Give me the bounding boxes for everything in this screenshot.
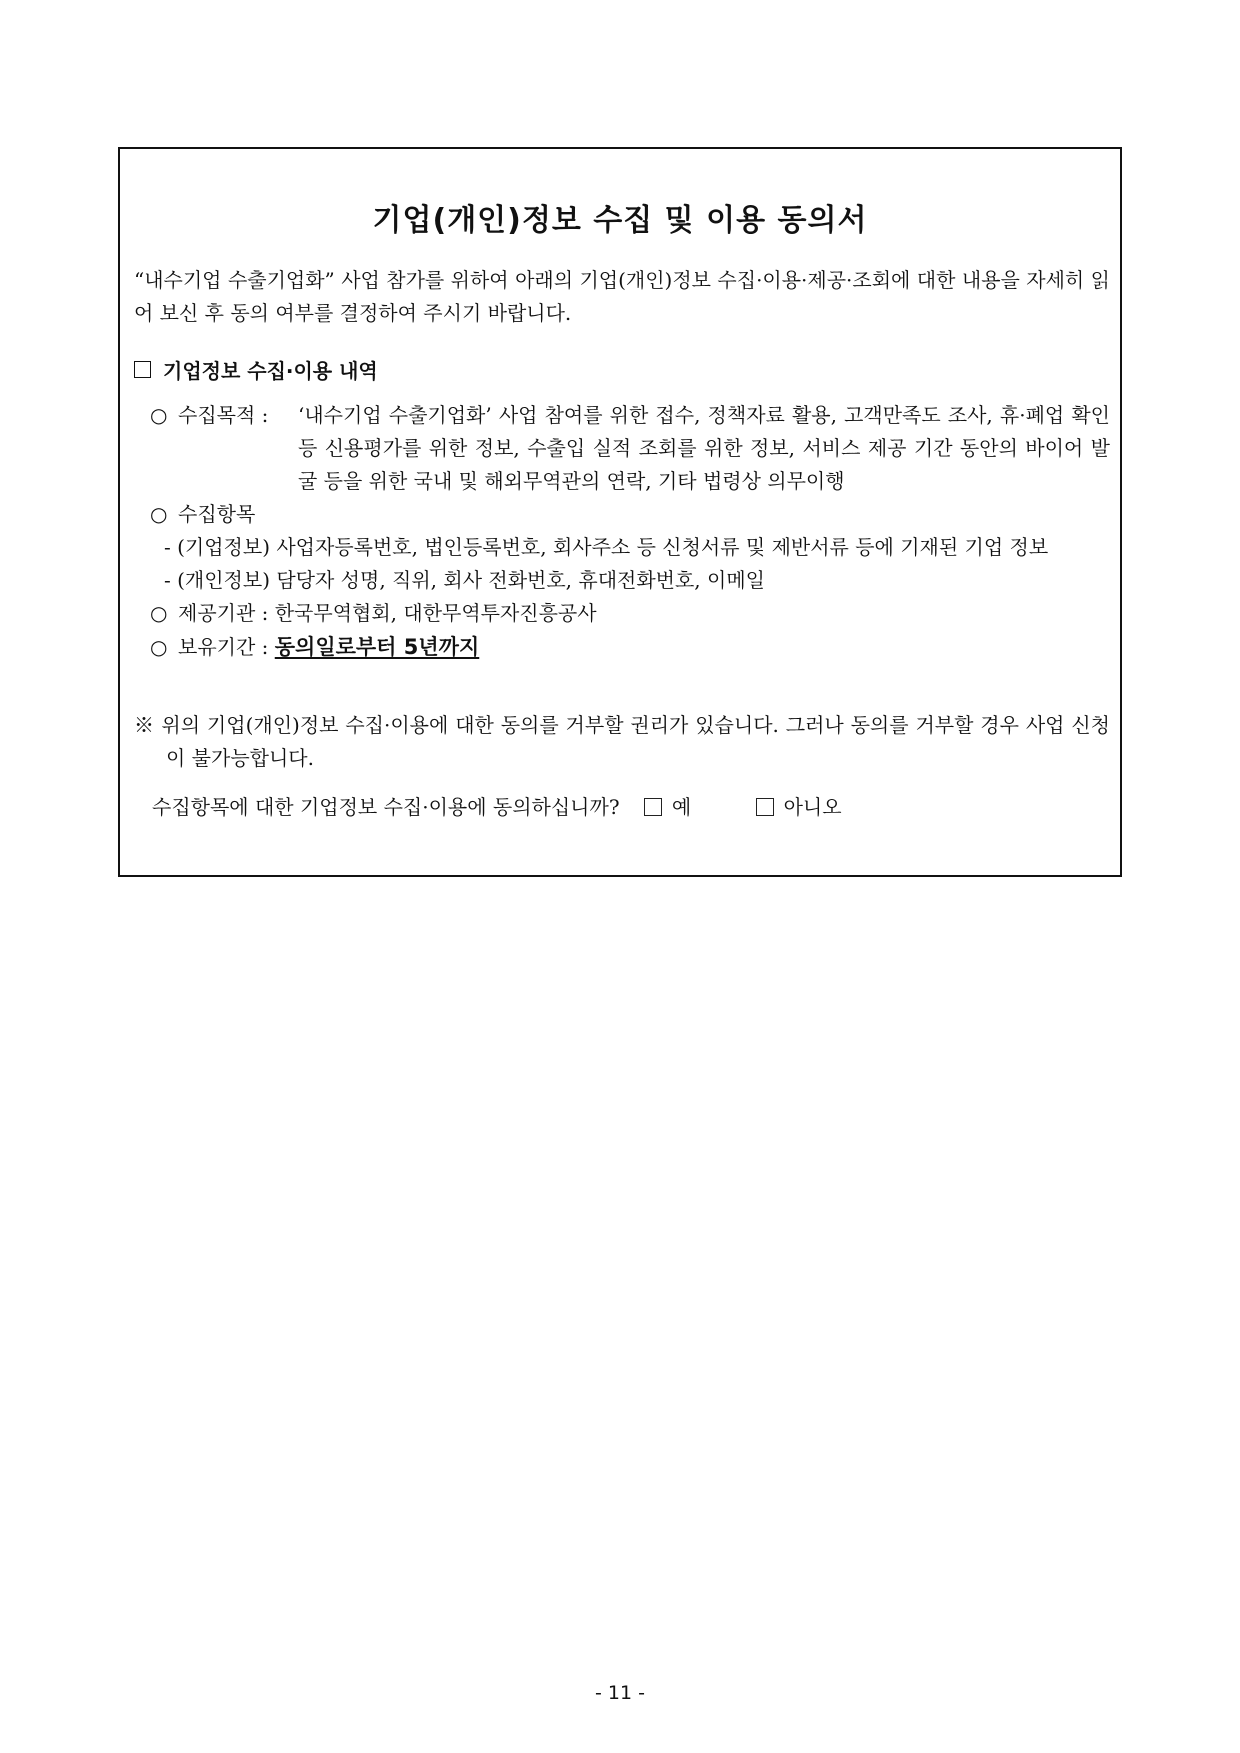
retention-label: 보유기간 : <box>178 635 269 659</box>
square-bullet-icon <box>134 361 151 378</box>
section-heading <box>134 355 378 384</box>
corporate-info-item: - (기업정보) 사업자등록번호, 법인등록번호, 회사주소 등 신청서류 및 제반서류 등에 기재된 기업 정보 <box>164 535 1049 559</box>
purpose-label: 수집목적 : <box>178 403 269 427</box>
yes-label: 예 <box>671 795 692 819</box>
circle-bullet-icon: ○ <box>150 403 168 427</box>
purpose-label-row <box>150 399 268 432</box>
items-label: 수집항목 <box>178 502 256 526</box>
retention-value: 동의일로부터 5년까지 <box>274 635 480 659</box>
consent-form-box <box>118 147 1122 877</box>
provider-row <box>150 597 597 630</box>
document-title: 기업(개인)정보 수집 및 이용 동의서 <box>372 203 868 238</box>
circle-bullet-icon: ○ <box>150 502 168 526</box>
section-heading-text: 기업정보 수집·이용 내역 <box>163 359 378 383</box>
consent-yes-option[interactable] <box>644 791 691 824</box>
circle-bullet-icon: ○ <box>150 601 168 625</box>
no-label: 아니오 <box>783 795 842 819</box>
personal-info-item: - (개인정보) 담당자 성명, 직위, 회사 전화번호, 휴대전화번호, 이메일 <box>164 568 765 592</box>
items-row <box>150 498 255 531</box>
purpose-text: ‘내수기업 수출기업화’ 사업 참여를 위한 접수, 정책자료 활용, 고객만족도 조사, 휴·폐업 확인 등 신용평가를 위한 정보, 수출입 실적 조회를 위한 정보, 서비스 제공 기간 동안의 바이어 발굴 등을 위한 국내 및 해외무역관의 연락, 기타 법령상 의무이행 <box>298 403 1110 493</box>
intro-paragraph: “내수기업 수출기업화” 사업 참가를 위하여 아래의 기업(개인)정보 수집·이용·제공·조회에 대한 내용을 자세히 읽어 보신 후 동의 여부를 결정하여 주시기 바랍니다. <box>134 268 1110 325</box>
provider-text: 제공기관 : 한국무역협회, 대한무역투자진흥공사 <box>178 601 597 625</box>
retention-row <box>150 631 479 664</box>
consent-no-option[interactable] <box>756 791 842 824</box>
no-checkbox[interactable] <box>756 798 774 816</box>
circle-bullet-icon: ○ <box>150 635 168 659</box>
refusal-notice: ※ 위의 기업(개인)정보 수집·이용에 대한 동의를 거부할 권리가 있습니다. 그러나 동의를 거부할 경우 사업 신청이 불가능합니다. <box>134 713 1110 770</box>
consent-question: 수집항목에 대한 기업정보 수집·이용에 동의하십니까? <box>152 795 620 819</box>
yes-checkbox[interactable] <box>644 798 662 816</box>
page-number: - 11 - <box>595 1682 645 1704</box>
consent-question-row <box>152 791 842 824</box>
